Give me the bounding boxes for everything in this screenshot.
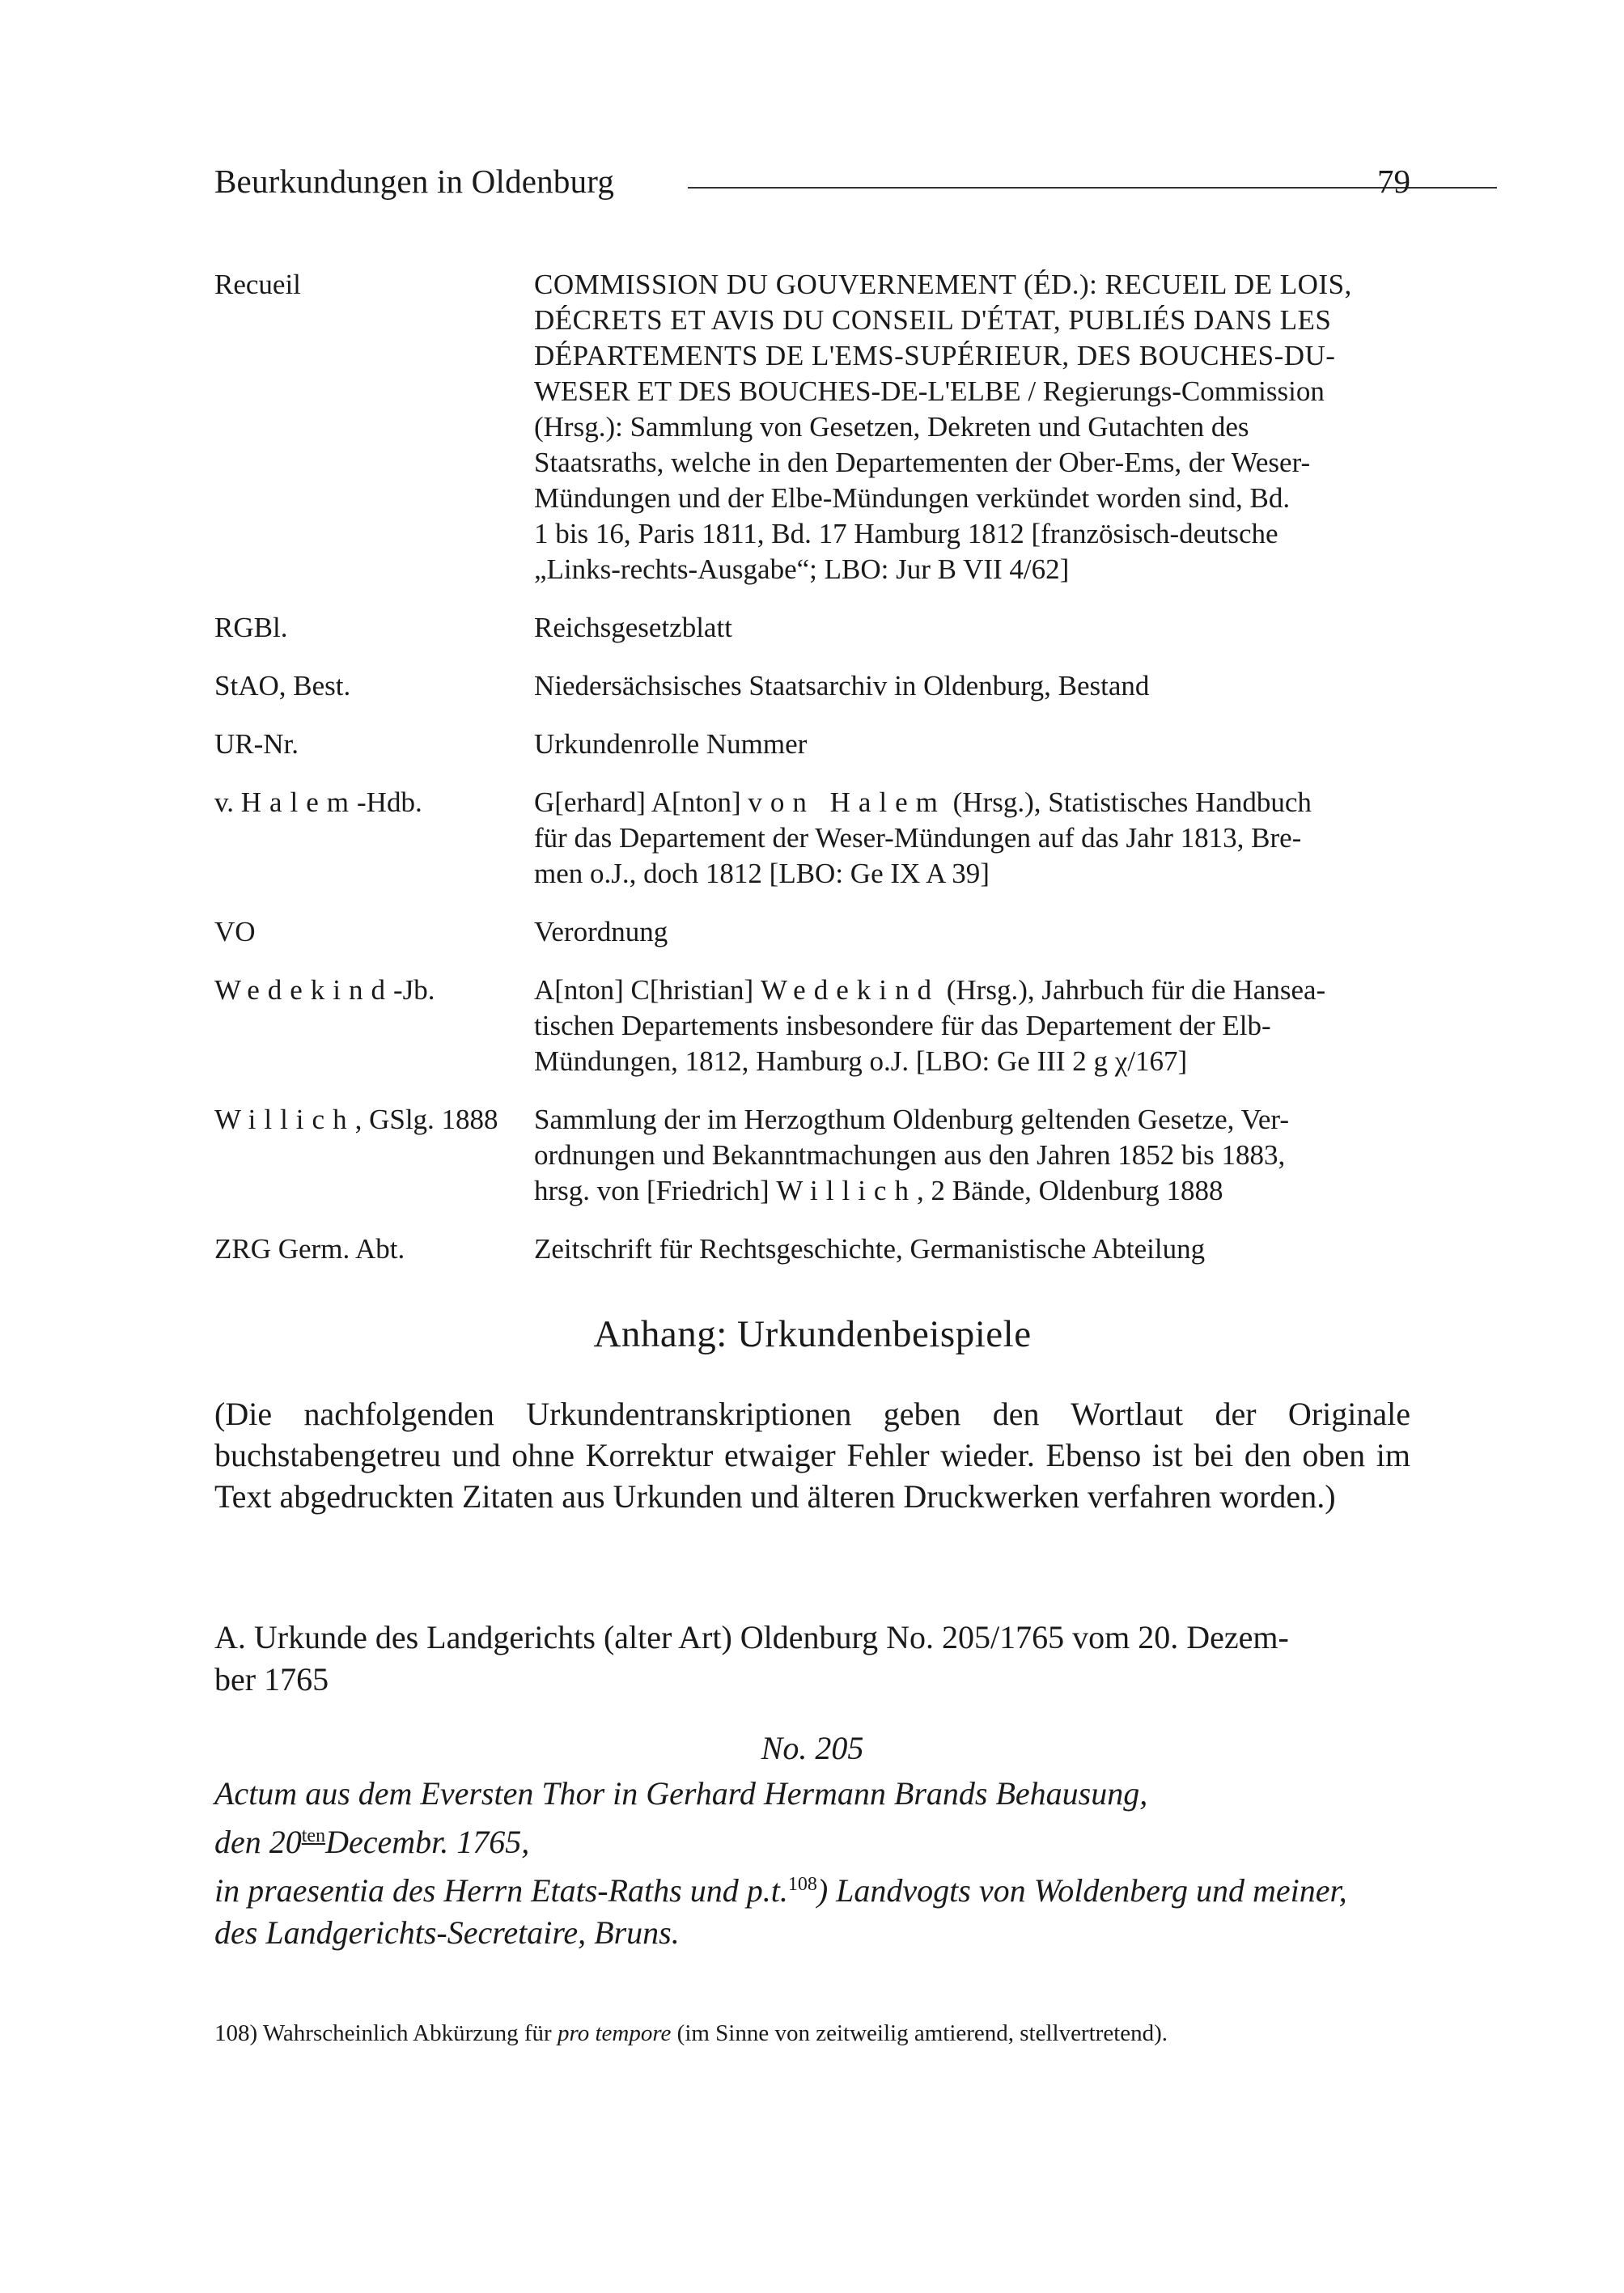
record-number: No. 205 xyxy=(761,1730,864,1766)
def-text: , 2 Bände, Oldenburg 1888 xyxy=(916,1175,1223,1206)
term-prefix: v. xyxy=(214,786,241,818)
appendix-note: (Die nachfolgenden Urkundentranskriptionen geben den Wortlaut der Originale buchstabengetreu und ohne Korrektur etwaiger Fehler wieder. Ebenso ist bei den oben im Text abgedruckten Zitaten aus Urkunden und älteren Druckwerken verfahren worden.) xyxy=(214,1396,1410,1515)
abbr-definition xyxy=(534,1102,1410,1209)
abbr-term: VO xyxy=(214,916,256,947)
def-line: 1 bis 16, Paris 1811, Bd. 17 Hamburg 1812 [französisch-deutsche xyxy=(534,518,1278,549)
abbr-term: Recueil xyxy=(214,269,301,300)
term-spaced-name: Halem xyxy=(240,786,358,818)
abbr-entry-zrg xyxy=(214,1231,1410,1267)
abbr-definition: Reichsgesetzblatt xyxy=(534,612,732,643)
record-text: den 20 xyxy=(214,1824,302,1860)
def-line: Mündungen, 1812, Hamburg o.J. [LBO: Ge III 2 g χ/167] xyxy=(534,1045,1188,1077)
def-line: men o.J., doch 1812 [LBO: Ge IX A 39] xyxy=(534,858,990,889)
appendix-heading: Anhang: Urkundenbeispiele xyxy=(593,1313,1032,1355)
abbr-entry-rgbl xyxy=(214,610,1410,646)
section-a-line: A. Urkunde des Landgerichts (alter Art) Oldenburg No. 205/1765 vom 20. Dezem- xyxy=(214,1619,1289,1655)
header-rule xyxy=(688,187,1497,189)
def-spaced-name: von Halem xyxy=(748,786,946,818)
abbr-entry-urnr xyxy=(214,727,1410,762)
record-text: Decembr. 1765, xyxy=(325,1824,530,1860)
abbr-entry-wedekind xyxy=(214,973,1410,1079)
def-line xyxy=(534,785,1410,820)
abbr-definition: Zeitschrift für Rechtsgeschichte, Germanistische Abteilung xyxy=(534,1233,1206,1265)
record-line: des Landgerichts-Secretaire, Bruns. xyxy=(214,1914,680,1951)
def-line: DÉPARTEMENTS DE L'EMS-SUPÉRIEUR, DES BOUCHES-DU- xyxy=(534,340,1336,371)
abbr-term xyxy=(214,785,534,820)
def-text: (Hrsg.), Jahrbuch für die Hansea- xyxy=(939,974,1326,1006)
footnote-108 xyxy=(214,2017,1410,2049)
footnote-text: 108) Wahrscheinlich Abkürzung für xyxy=(214,2020,558,2046)
abbr-entry-willich xyxy=(214,1102,1410,1209)
abbr-term: RGBl. xyxy=(214,612,288,643)
ordinal-superscript: ten xyxy=(301,1825,326,1846)
record-line xyxy=(214,1863,1410,1912)
abbr-definition xyxy=(534,973,1410,1079)
record-transcription xyxy=(214,1727,1410,1954)
def-line: ordnungen und Bekanntmachungen aus den Jahren 1852 bis 1883, xyxy=(534,1139,1286,1171)
abbr-entry-stao xyxy=(214,668,1410,704)
abbreviation-list xyxy=(214,267,1410,1290)
abbr-term xyxy=(214,973,534,1008)
abbr-entry-vo xyxy=(214,914,1410,950)
def-line xyxy=(534,973,1410,1008)
abbr-entry-recueil xyxy=(214,267,1410,587)
footnote-italic: pro tempore xyxy=(557,2020,672,2046)
term-spaced-name: Willich xyxy=(214,1104,355,1135)
term-spaced-name: Wedekind xyxy=(214,974,394,1006)
def-line: Mündungen und der Elbe-Mündungen verkündet worden sind, Bd. xyxy=(534,482,1291,514)
term-suffix: -Jb. xyxy=(393,974,435,1006)
footnote-text: (im Sinne von zeitweilig amtierend, stellvertretend). xyxy=(671,2020,1168,2046)
abbr-definition xyxy=(534,785,1410,892)
def-line: Staatsraths, welche in den Departementen der Ober-Ems, der Weser- xyxy=(534,447,1311,478)
def-text: hrsg. von [Friedrich] xyxy=(534,1175,777,1206)
running-header-title: Beurkundungen in Oldenburg xyxy=(214,163,615,200)
abbr-term: ZRG Germ. Abt. xyxy=(214,1233,405,1265)
def-text: G[erhard] A[nton] xyxy=(534,786,748,818)
abbr-term: StAO, Best. xyxy=(214,670,351,701)
abbr-entry-halem xyxy=(214,785,1410,892)
def-line: (Hrsg.): Sammlung von Gesetzen, Dekreten und Gutachten des xyxy=(534,411,1249,443)
record-line: Actum aus dem Eversten Thor in Gerhard Hermann Brands Behausung, xyxy=(214,1775,1148,1812)
page-number: 79 xyxy=(1377,163,1410,200)
record-line xyxy=(214,1815,1410,1863)
def-spaced-name: Wedekind xyxy=(760,974,939,1006)
def-text: A[nton] C[hristian] xyxy=(534,974,761,1006)
def-line: Sammlung der im Herzogthum Oldenburg geltenden Gesetze, Ver- xyxy=(534,1104,1290,1135)
abbr-definition: Niedersächsisches Staatsarchiv in Oldenburg, Bestand xyxy=(534,670,1150,701)
abbr-term xyxy=(214,1102,534,1138)
term-suffix: , GSlg. 1888 xyxy=(354,1104,498,1135)
def-spaced-name: Willich xyxy=(776,1175,917,1206)
section-a-heading xyxy=(214,1617,1410,1701)
record-text: in praesentia des Herrn Etats-Raths und p.t. xyxy=(214,1872,788,1909)
abbr-definition xyxy=(534,267,1410,587)
running-header xyxy=(214,162,1410,210)
def-line: tischen Departements insbesondere für das Departement der Elb- xyxy=(534,1010,1271,1041)
def-line: WESER ET DES BOUCHES-DE-L'ELBE / Regierungs-Commission xyxy=(534,375,1325,407)
def-text: (Hrsg.), Statistisches Handbuch xyxy=(945,786,1312,818)
term-suffix: -Hdb. xyxy=(357,786,422,818)
footnote-reference[interactable]: 108 xyxy=(787,1874,817,1895)
def-line: COMMISSION DU GOUVERNEMENT (ÉD.): RECUEIL DE LOIS, xyxy=(534,269,1352,300)
def-line: für das Departement der Weser-Mündungen auf das Jahr 1813, Bre- xyxy=(534,822,1302,854)
abbr-term: UR-Nr. xyxy=(214,728,299,760)
abbr-definition: Verordnung xyxy=(534,916,668,947)
record-text: ) Landvogts von Woldenberg und meiner, xyxy=(816,1872,1347,1909)
abbr-definition: Urkundenrolle Nummer xyxy=(534,728,808,760)
def-line xyxy=(534,1173,1410,1209)
section-a-line: ber 1765 xyxy=(214,1661,329,1697)
def-line: DÉCRETS ET AVIS DU CONSEIL D'ÉTAT, PUBLIÉS DANS LES xyxy=(534,304,1332,336)
def-line: „Links-rechts-Ausgabe“; LBO: Jur B VII 4/62] xyxy=(534,553,1070,585)
